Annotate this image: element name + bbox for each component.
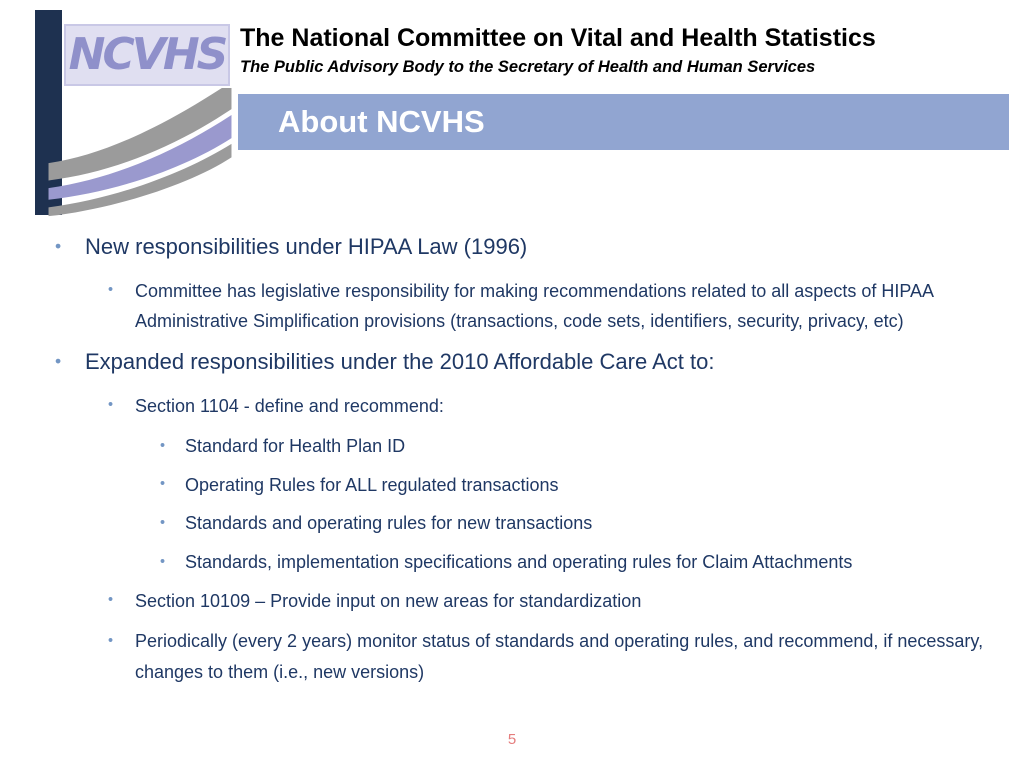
page-number: 5 bbox=[507, 731, 517, 748]
bullet-icon: • bbox=[160, 437, 166, 454]
ncvhs-logo bbox=[64, 24, 230, 86]
list-item-text: Periodically (every 2 years) monitor status of standards and operating rules, and recommend, if necessary, changes to them (i.e., new versions) bbox=[135, 631, 984, 682]
list-item bbox=[0, 547, 984, 578]
list-item bbox=[0, 347, 984, 377]
list-item-text: Standards and operating rules for new transactions bbox=[185, 513, 593, 534]
list-item bbox=[0, 431, 984, 462]
bullet-list bbox=[0, 232, 984, 697]
slide-title-banner bbox=[238, 94, 1009, 150]
list-item bbox=[0, 470, 984, 501]
swoosh-graphic bbox=[45, 88, 235, 218]
ncvhs-logo-text: NCVHS bbox=[68, 29, 226, 80]
list-item-text: Section 1104 - define and recommend: bbox=[135, 395, 444, 416]
bullet-icon: • bbox=[160, 553, 166, 570]
bullet-icon: • bbox=[108, 397, 114, 414]
list-item-text: Committee has legislative responsibility for making recommendations related to all aspects of HIPAA Administrative Simplification provisions (transactions, code sets, identifiers, security, privacy, etc) bbox=[135, 280, 934, 332]
header bbox=[240, 24, 1010, 77]
list-item-text: Expanded responsibilities under the 2010 Affordable Care Act to: bbox=[85, 348, 715, 374]
organization-title: The National Committee on Vital and Health Statistics bbox=[240, 24, 876, 52]
bullet-icon: • bbox=[108, 282, 114, 299]
slide-title: About NCVHS bbox=[278, 104, 485, 139]
bullet-icon: • bbox=[160, 514, 166, 531]
list-item bbox=[0, 391, 984, 422]
bullet-icon: • bbox=[108, 632, 114, 649]
list-item bbox=[0, 626, 984, 687]
bullet-icon: • bbox=[160, 476, 166, 493]
list-item-text: Operating Rules for ALL regulated transactions bbox=[185, 474, 559, 495]
list-item-text: Standard for Health Plan ID bbox=[185, 436, 406, 457]
list-item bbox=[0, 586, 984, 617]
organization-subtitle: The Public Advisory Body to the Secretary of Health and Human Services bbox=[240, 57, 816, 76]
list-item bbox=[0, 276, 984, 337]
list-item-text: New responsibilities under HIPAA Law (1996) bbox=[85, 234, 528, 259]
list-item bbox=[0, 508, 984, 539]
list-item-text: Section 10109 – Provide input on new areas for standardization bbox=[135, 590, 642, 611]
bullet-icon: • bbox=[55, 351, 62, 372]
list-item-text: Standards, implementation specifications and operating rules for Claim Attachments bbox=[185, 551, 853, 572]
bullet-icon: • bbox=[55, 236, 62, 257]
list-item bbox=[0, 232, 984, 262]
bullet-icon: • bbox=[108, 592, 114, 609]
